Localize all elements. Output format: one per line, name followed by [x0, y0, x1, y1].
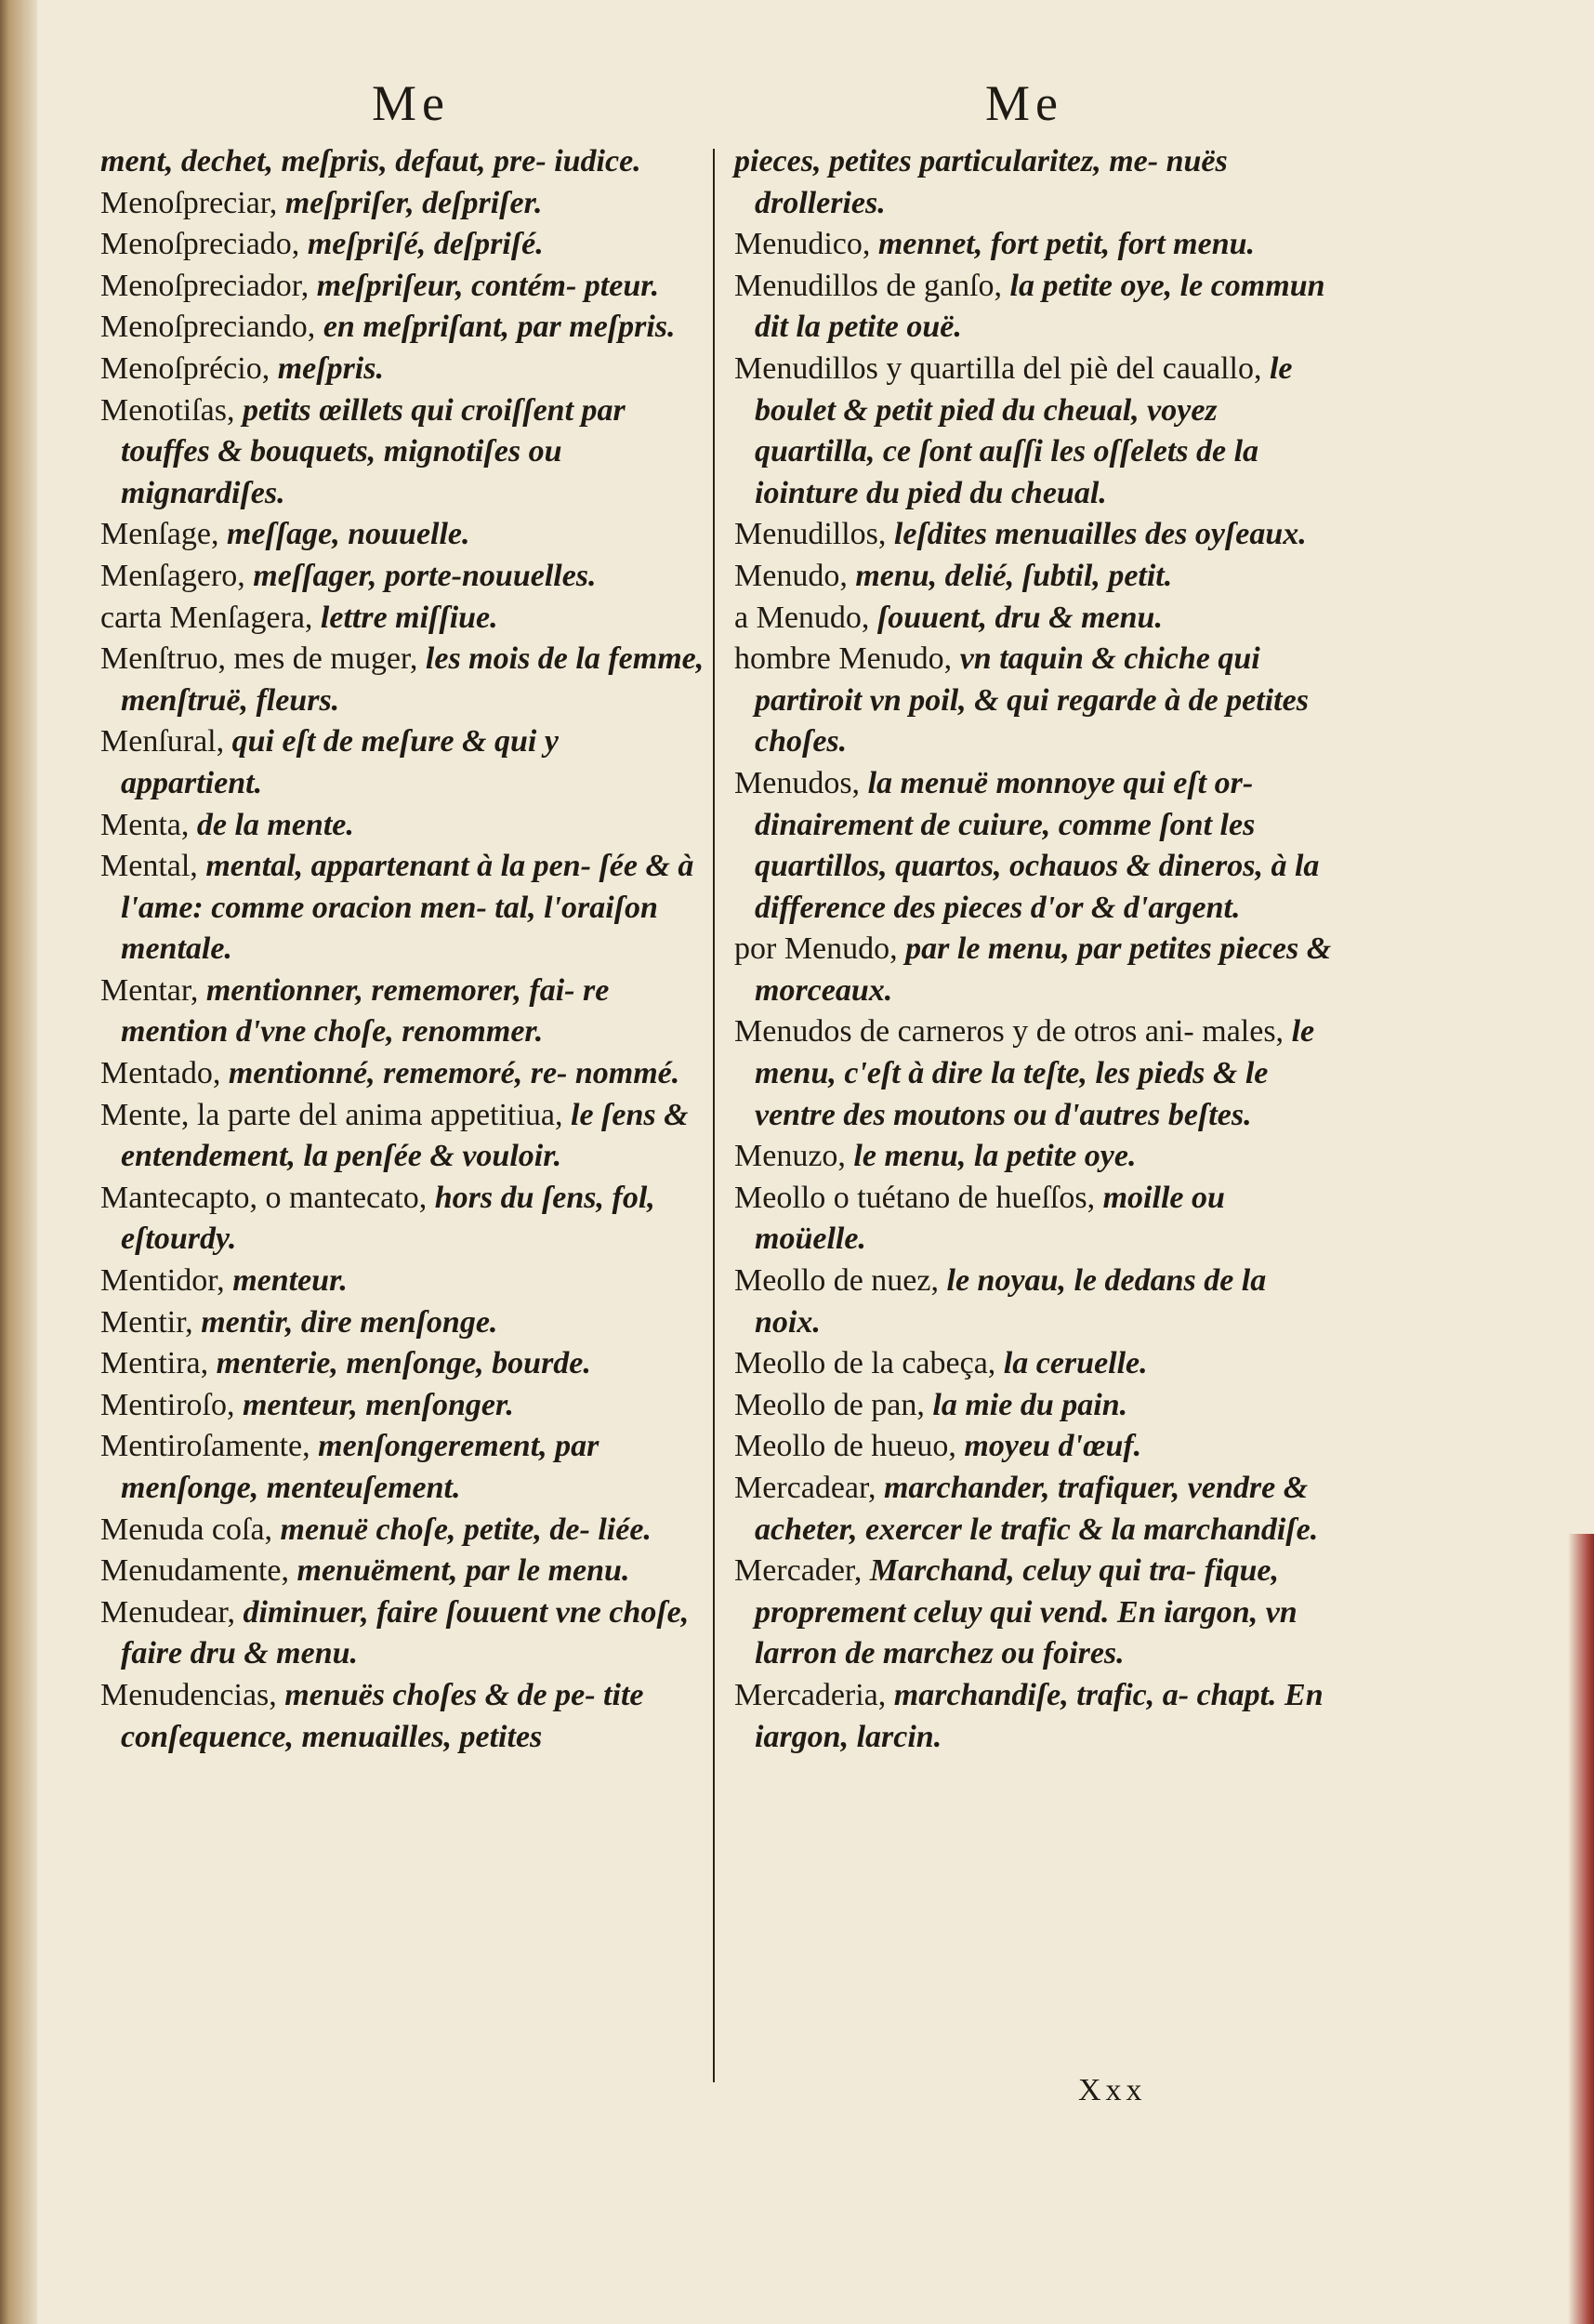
- dictionary-entry: [734, 598, 1338, 640]
- entry-headword: Meollo de la cabeça,: [734, 1346, 1004, 1381]
- entry-translation: la ceruelle.: [1003, 1346, 1148, 1381]
- entry-headword: Mentidor,: [100, 1263, 233, 1299]
- dictionary-entry: [100, 1426, 705, 1509]
- entry-translation: menuë choſe, petite, de- liée.: [280, 1512, 652, 1547]
- entry-headword: Menudico,: [734, 227, 878, 262]
- entry-headword: Mercadear,: [734, 1471, 884, 1505]
- signature-mark: Xxx: [1078, 2073, 1147, 2107]
- entry-headword: Mercader,: [734, 1553, 870, 1589]
- dictionary-entry: [734, 1011, 1338, 1136]
- dictionary-entry: [100, 805, 705, 847]
- dictionary-entry: [100, 639, 705, 721]
- entry-headword: Menudear,: [100, 1594, 244, 1630]
- dictionary-entry: [734, 1343, 1338, 1385]
- dictionary-entry: [100, 141, 705, 183]
- entry-translation: meſpris.: [277, 350, 384, 386]
- entry-headword: Menuzo,: [734, 1139, 854, 1174]
- entry-translation: de la mente.: [196, 807, 354, 842]
- dictionary-entry: [100, 1095, 705, 1178]
- entry-headword: Meollo de nuez,: [734, 1263, 947, 1299]
- entry-translation: meſſager, porte-nouuelles.: [253, 558, 597, 593]
- dictionary-entry: [100, 1343, 705, 1385]
- dictionary-entry: [734, 1178, 1338, 1261]
- entry-translation: moyeu d'œuf.: [964, 1429, 1142, 1464]
- entry-headword: hombre Menudo,: [734, 641, 960, 677]
- dictionary-entry: [100, 1178, 705, 1261]
- dictionary-entry: [100, 846, 705, 971]
- dictionary-entry: [100, 514, 705, 556]
- dictionary-entry: [100, 598, 705, 640]
- entry-headword: Menudencias,: [100, 1677, 285, 1712]
- entry-headword: Menoſprécio,: [100, 350, 278, 386]
- dictionary-entry: [734, 141, 1338, 224]
- entry-translation: mental, appartenant à la pen- ſée & à l'ame: comme oracion men- tal, l'oraiſon mentale.: [121, 849, 694, 967]
- entry-headword: Mentiroſamente,: [100, 1429, 319, 1464]
- entry-headword: Meollo de hueuo,: [734, 1429, 965, 1464]
- dictionary-entry: [734, 224, 1338, 266]
- entry-translation: mentionné, rememoré, re- nommé.: [228, 1056, 680, 1091]
- dictionary-entry: [734, 349, 1338, 514]
- entry-translation: menſongerement, par menſonge, menteuſement.: [121, 1429, 599, 1505]
- dictionary-entry: [734, 1551, 1338, 1675]
- dictionary-entry: [734, 639, 1338, 763]
- entry-translation: le menu, la petite oye.: [853, 1139, 1137, 1174]
- entry-headword: Mercaderia,: [734, 1677, 894, 1712]
- dictionary-entry: [100, 1053, 705, 1095]
- entry-headword: Menſural,: [100, 724, 232, 759]
- dictionary-entry: [100, 1261, 705, 1302]
- entry-headword: Menoſpreciador,: [100, 268, 317, 303]
- entry-translation: lettre miſſiue.: [320, 600, 498, 635]
- entry-headword: Mantecapto, o mantecato,: [100, 1180, 435, 1215]
- entry-translation: menteur.: [232, 1263, 348, 1299]
- dictionary-entry: [100, 307, 705, 349]
- entry-translation: par le menu, par petites pieces & morceaux.: [755, 931, 1332, 1008]
- dictionary-entry: [734, 1385, 1338, 1427]
- entry-headword: Menudillos,: [734, 517, 894, 552]
- dictionary-entry: [100, 721, 705, 804]
- entry-translation: menterie, menſonge, bourde.: [216, 1346, 591, 1381]
- entry-headword: Mentir,: [100, 1304, 202, 1340]
- entry-headword: Menotiſas,: [100, 392, 243, 428]
- dictionary-entry: [734, 929, 1338, 1011]
- entry-headword: Menudos de carneros y de otros ani- males,: [734, 1014, 1292, 1050]
- dictionary-entry: [100, 1510, 705, 1552]
- entry-translation: menuës choſes & de pe- tite conſequence, menuailles, petites: [121, 1677, 644, 1754]
- entry-translation: le boulet & petit pied du cheual, voyez quartilla, ce ſont auſſi les oſſelets de la iointure du pied du cheual.: [755, 350, 1293, 510]
- entry-translation: marchandiſe, trafic, a- chapt. En iargon, larcin.: [755, 1677, 1324, 1754]
- dictionary-entry: [100, 1385, 705, 1427]
- dictionary-entry: [100, 224, 705, 266]
- entry-translation: menu, delié, ſubtil, petit.: [855, 558, 1173, 593]
- entry-headword: por Menudo,: [734, 931, 906, 967]
- entry-translation: hors du ſens, fol, eſtourdy.: [121, 1180, 655, 1257]
- entry-headword: a Menudo,: [734, 600, 877, 635]
- dictionary-entry: [734, 763, 1338, 929]
- entry-headword: Menoſpreciar,: [100, 185, 285, 220]
- running-header-right: Me: [985, 75, 1063, 131]
- entry-headword: Menuda coſa,: [100, 1512, 281, 1547]
- dictionary-entry: [100, 1302, 705, 1344]
- dictionary-entry: [100, 390, 705, 515]
- entry-headword: Meollo de pan,: [734, 1387, 933, 1422]
- entry-headword: Menudo,: [734, 558, 856, 593]
- entry-translation: vn taquin & chiche qui partiroit vn poil, & qui regarde à de petites choſes.: [755, 641, 1309, 759]
- entry-headword: Mentira,: [100, 1346, 217, 1381]
- dictionary-entry: [734, 266, 1338, 349]
- entry-headword: Menudillos de ganſo,: [734, 268, 1010, 303]
- entry-translation: meſpriſer, deſpriſer.: [284, 185, 543, 220]
- dictionary-entry: [100, 556, 705, 598]
- dictionary-entry: [100, 266, 705, 308]
- entry-headword: Mente, la parte del anima appetitiua,: [100, 1097, 572, 1132]
- column-divider: [713, 149, 715, 2082]
- dictionary-entry: [100, 1551, 705, 1592]
- entry-headword: Menſagero,: [100, 558, 254, 593]
- entry-translation: le noyau, le dedans de la noix.: [755, 1263, 1267, 1340]
- entry-headword: Meollo o tuétano de hueſſos,: [734, 1180, 1103, 1215]
- entry-translation: ment, dechet, meſpris, defaut, pre- iudice.: [100, 144, 641, 178]
- dictionary-entry: [734, 1426, 1338, 1468]
- entry-translation: diminuer, faire ſouuent vne choſe, faire dru & menu.: [121, 1594, 690, 1671]
- entry-translation: meſpriſeur, contém- pteur.: [316, 268, 660, 303]
- entry-translation: menuëment, par le menu.: [296, 1553, 630, 1589]
- entry-headword: Menoſpreciado,: [100, 227, 308, 262]
- entry-translation: marchander, trafiquer, vendre & acheter, exercer le trafic & la marchandiſe.: [755, 1471, 1319, 1547]
- left-column: [100, 141, 705, 1758]
- entry-headword: Menoſpreciando,: [100, 310, 323, 345]
- entry-headword: Mentar,: [100, 972, 206, 1008]
- dictionary-entry: [734, 514, 1338, 556]
- entry-translation: la petite oye, le commun dit la petite ouë.: [755, 268, 1325, 345]
- entry-translation: leſdites menuailles des oyſeaux.: [893, 517, 1307, 552]
- entry-translation: meſpriſé, deſpriſé.: [307, 227, 544, 262]
- right-column: [734, 141, 1338, 1758]
- entry-headword: Menudamente,: [100, 1553, 297, 1589]
- entry-translation: qui eſt de meſure & qui y appartient.: [121, 724, 559, 800]
- dictionary-entry: [100, 349, 705, 390]
- dictionary-entry: [734, 1261, 1338, 1343]
- entry-headword: Menſtruo, mes de muger,: [100, 641, 426, 677]
- entry-translation: petits œillets qui croiſſent par touffes & bouquets, mignotiſes ou mignardiſes.: [121, 392, 626, 510]
- entry-translation: menteur, menſonger.: [242, 1387, 514, 1422]
- entry-headword: Menta,: [100, 807, 197, 842]
- entry-translation: le ſens & entendement, la penſée & vouloir.: [121, 1097, 689, 1174]
- entry-translation: moille ou moüelle.: [755, 1180, 1225, 1257]
- dictionary-entry: [734, 1468, 1338, 1551]
- entry-headword: Mentiroſo,: [100, 1387, 243, 1422]
- entry-headword: Mental,: [100, 849, 206, 884]
- entry-translation: meſſage, nouuelle.: [226, 517, 470, 552]
- dictionary-entry: [734, 556, 1338, 598]
- page-gutter-shadow: [0, 0, 37, 2324]
- dictionary-entry: [100, 183, 705, 225]
- entry-translation: Marchand, celuy qui tra- fique, proprement celuy qui vend. En iargon, vn larron de marchez ou foires.: [755, 1553, 1298, 1671]
- dictionary-entry: [100, 971, 705, 1053]
- entry-headword: Menſage,: [100, 517, 227, 552]
- entry-translation: ſouuent, dru & menu.: [876, 600, 1163, 635]
- dictionary-entry: [734, 1136, 1338, 1178]
- entry-headword: Menudillos y quartilla del piè del cauallo,: [734, 350, 1270, 386]
- entry-headword: Menudos,: [734, 765, 868, 800]
- page-edge-stain: [1568, 1534, 1594, 2324]
- entry-headword: Mentado,: [100, 1056, 229, 1091]
- dictionary-entry: [100, 1675, 705, 1758]
- entry-translation: mennet, fort petit, fort menu.: [877, 227, 1256, 262]
- entry-translation: en meſpriſant, par meſpris.: [323, 310, 676, 345]
- entry-translation: le menu, c'eſt à dire la teſte, les pieds & le ventre des moutons ou d'autres beſtes.: [755, 1014, 1315, 1132]
- entry-translation: les mois de la femme, menſtruë, fleurs.: [121, 641, 705, 718]
- entry-translation: mentir, dire menſonge.: [201, 1304, 498, 1340]
- entry-translation: la mie du pain.: [932, 1387, 1128, 1422]
- entry-translation: mentionner, rememorer, fai- re mention d'vne choſe, renommer.: [121, 972, 610, 1050]
- entry-translation: pieces, petites particularitez, me- nuës drolleries.: [734, 144, 1228, 220]
- dictionary-entry: [734, 1675, 1338, 1758]
- entry-headword: carta Menſagera,: [100, 600, 321, 635]
- dictionary-entry: [100, 1592, 705, 1675]
- entry-translation: la menuë monnoye qui eſt or- dinairement de cuiure, comme ſont les quartillos, quartos, ochauos & dineros, à la difference des pieces d'or & d'argent.: [755, 765, 1320, 925]
- running-header-left: Me: [372, 75, 450, 131]
